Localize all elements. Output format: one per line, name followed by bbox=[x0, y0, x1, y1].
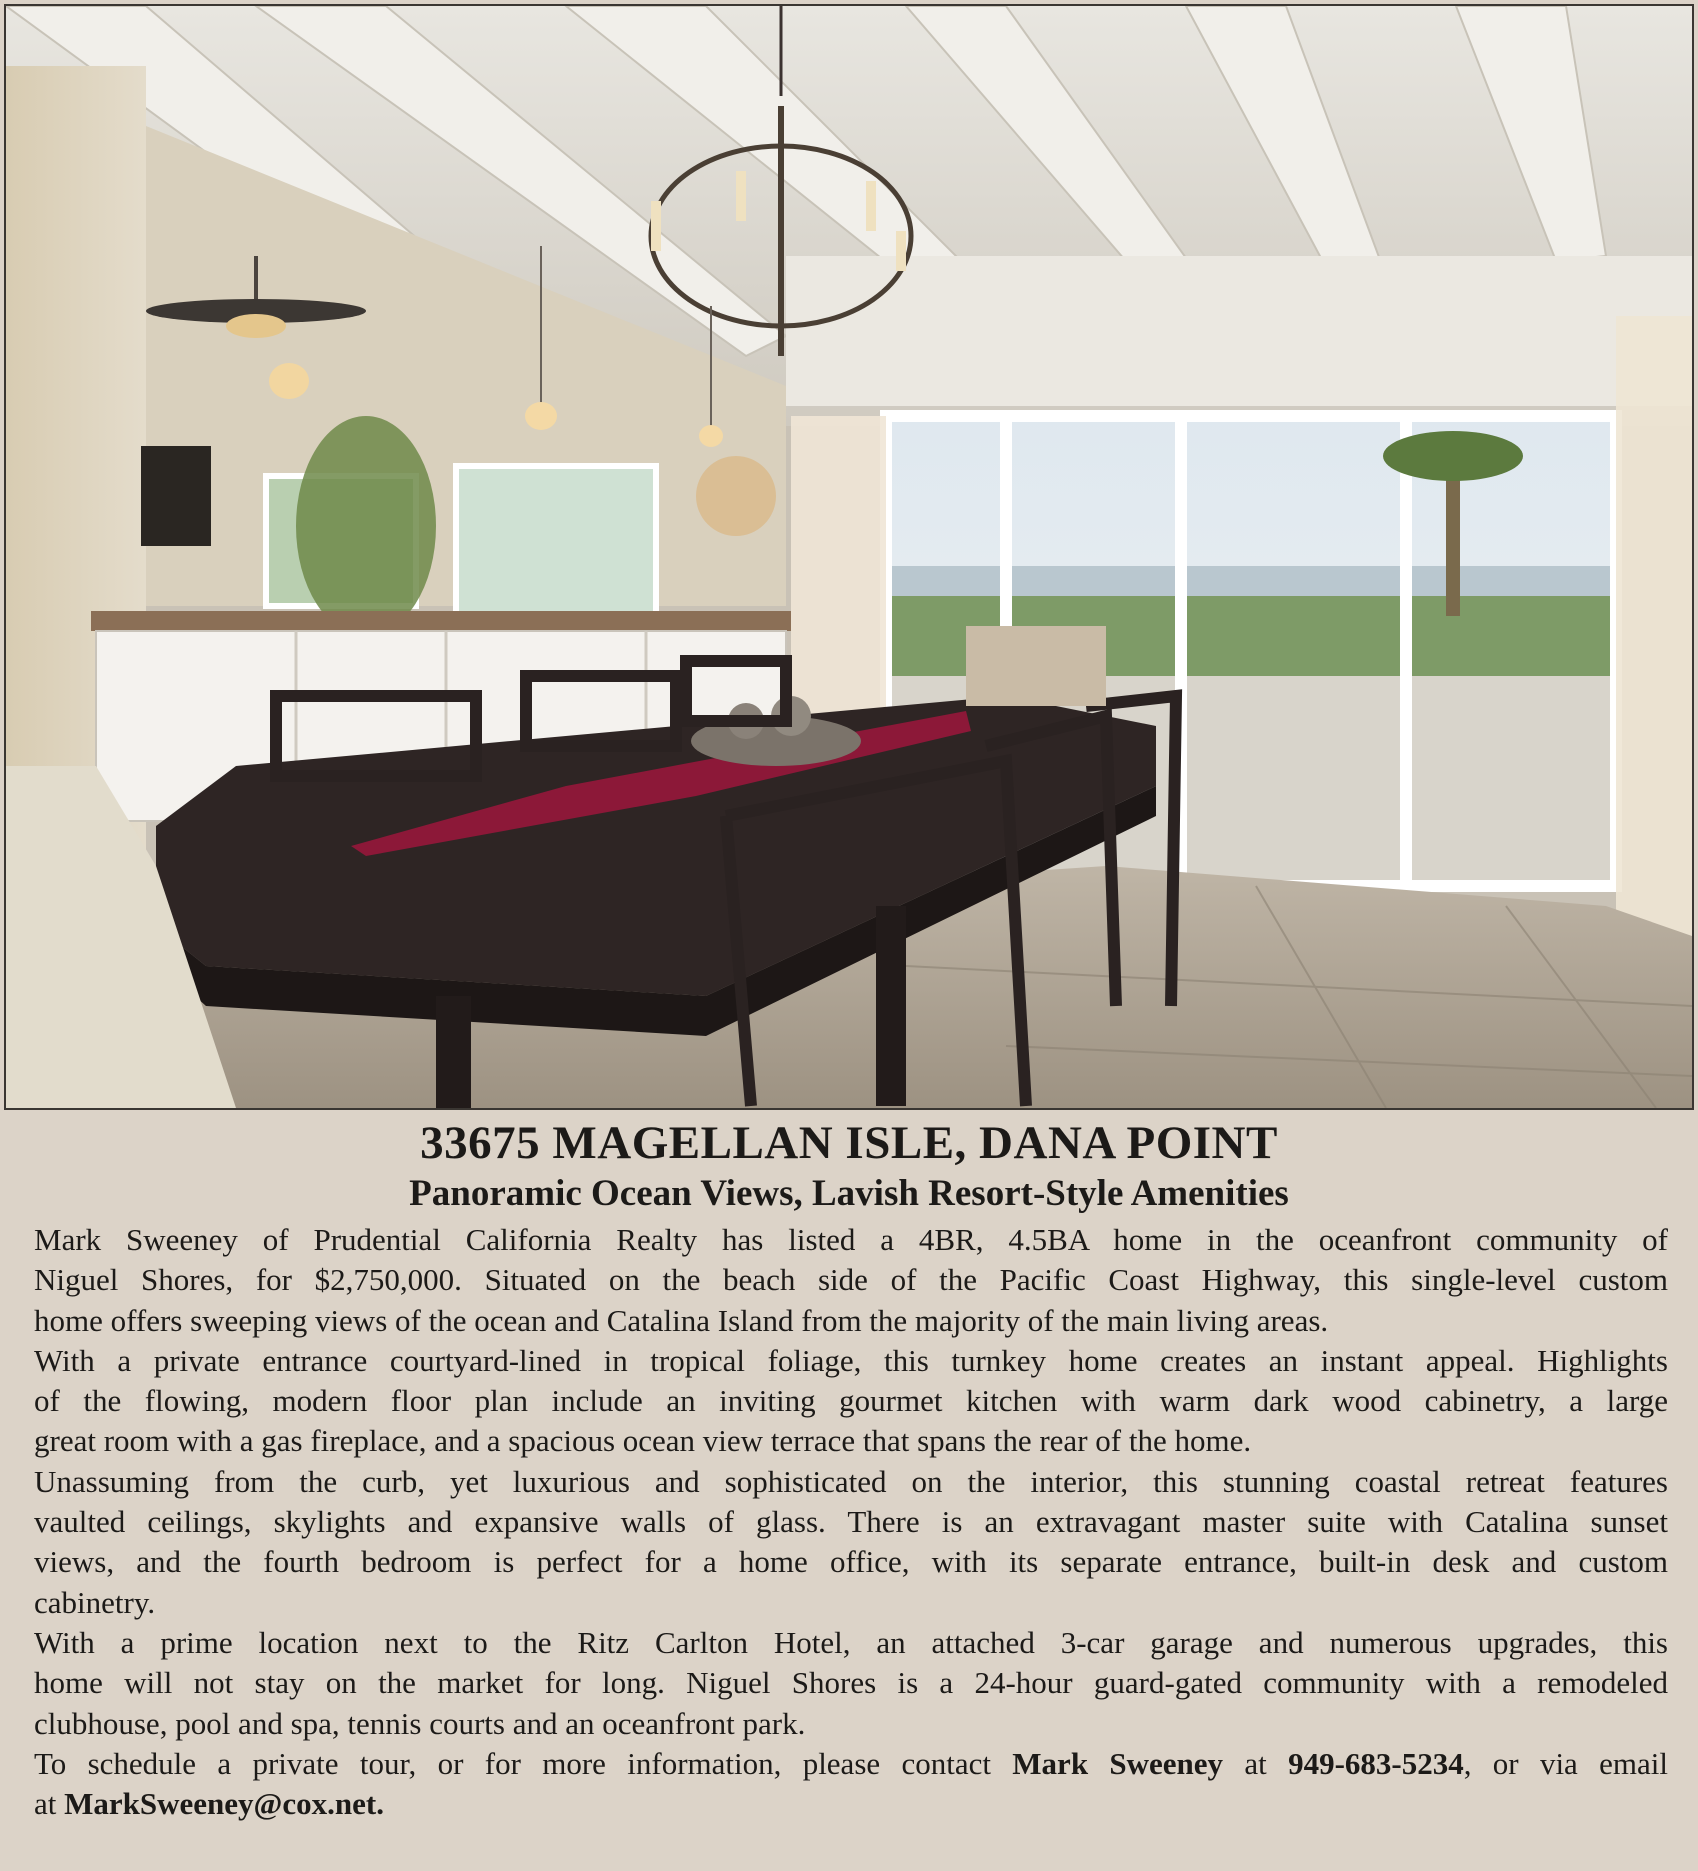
listing-body bbox=[30, 1220, 1668, 1824]
paragraph-contact bbox=[30, 1744, 1668, 1825]
paragraph-highlights bbox=[30, 1341, 1668, 1462]
contact-line bbox=[34, 1784, 1668, 1824]
body-line: vaulted ceilings, skylights and expansive walls of glass. There is an extravagant master suite with Catalina sunset bbox=[34, 1504, 1668, 1540]
body-line: of the flowing, modern floor plan include an inviting gourmet kitchen with warm dark wood cabinetry, a large bbox=[34, 1383, 1668, 1419]
paragraph-description bbox=[30, 1220, 1668, 1341]
curtain-right bbox=[1616, 316, 1692, 966]
wall-art bbox=[141, 446, 211, 546]
body-line: great room with a gas fireplace, and a spacious ocean view terrace that spans the rear of the home. bbox=[34, 1423, 1252, 1459]
paragraph-interior bbox=[30, 1462, 1668, 1623]
body-line: With a private entrance courtyard-lined in tropical foliage, this turnkey home creates an instant appeal. Highlights bbox=[34, 1342, 1668, 1378]
body-line: clubhouse, pool and spa, tennis courts and an oceanfront park. bbox=[34, 1705, 806, 1741]
back-window bbox=[456, 466, 656, 616]
far-chair bbox=[966, 626, 1106, 706]
agent-phone: 949-683-5234 bbox=[1288, 1745, 1464, 1781]
body-line: home offers sweeping views of the ocean and Catalina Island from the majority of the main living areas. bbox=[34, 1302, 1329, 1338]
email-at: at bbox=[34, 1786, 65, 1822]
dining-room-photo bbox=[6, 6, 1692, 1108]
body-line: cabinetry. bbox=[34, 1584, 156, 1620]
ocean bbox=[886, 566, 1616, 596]
contact-line bbox=[34, 1744, 1668, 1784]
sunburst-mirror bbox=[696, 456, 776, 536]
agent-name: Mark Sweeney bbox=[1012, 1745, 1224, 1781]
listing-headline: 33675 MAGELLAN ISLE, DANA POINT bbox=[420, 1117, 1278, 1169]
listing-photo bbox=[4, 4, 1694, 1110]
body-line: Mark Sweeney of Prudential California Realty has listed a 4BR, 4.5BA home in the oceanfront community of bbox=[34, 1222, 1668, 1257]
body-line: views, and the fourth bedroom is perfect for a home office, with its separate entrance, built-in desk and custom bbox=[34, 1544, 1668, 1580]
email-prefix: , or via email bbox=[1463, 1745, 1668, 1781]
plant bbox=[296, 416, 436, 636]
contact-prefix: To schedule a private tour, or for more information, please contact bbox=[34, 1745, 1013, 1781]
body-line: Unassuming from the curb, yet luxurious and sophisticated on the interior, this stunning coastal retreat features bbox=[34, 1463, 1668, 1499]
agent-email[interactable]: MarkSweeney@cox.net. bbox=[64, 1786, 384, 1822]
countertop bbox=[91, 611, 791, 631]
body-line: With a prime location next to the Ritz Carlton Hotel, an attached 3-car garage and numerous upgrades, this bbox=[34, 1624, 1668, 1660]
window-header bbox=[786, 256, 1692, 406]
body-line: home will not stay on the market for long. Niguel Shores is a 24-hour guard-gated community with a remodeled bbox=[34, 1665, 1668, 1701]
paragraph-location bbox=[30, 1623, 1668, 1744]
phone-prefix: at bbox=[1223, 1745, 1289, 1781]
body-line: Niguel Shores, for $2,750,000. Situated on the beach side of the Pacific Coast Highway, this single-level custom bbox=[34, 1262, 1668, 1298]
listing-subheadline: Panoramic Ocean Views, Lavish Resort-Style Amenities bbox=[409, 1173, 1289, 1214]
